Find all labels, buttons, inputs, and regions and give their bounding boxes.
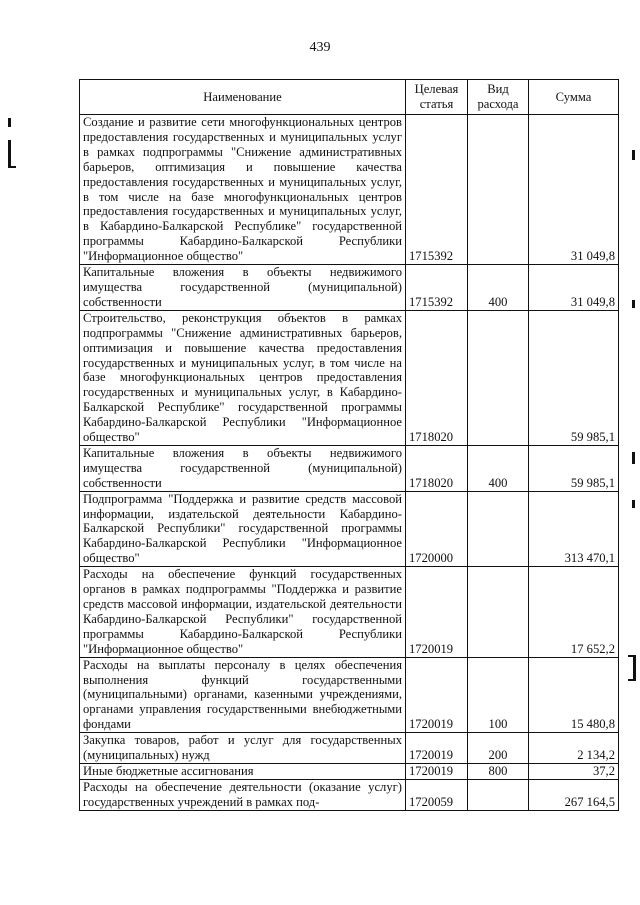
row-type: 100: [468, 657, 529, 733]
row-name: Капитальные вложения в объекты недвижимого имущества государственной (муниципальной) собственности: [80, 265, 406, 311]
table-row: [80, 567, 619, 657]
row-type: [468, 491, 529, 567]
row-code: 1720019: [406, 657, 468, 733]
row-code: 1715392: [406, 115, 468, 265]
table-row: [80, 733, 619, 764]
row-code: 1715392: [406, 265, 468, 311]
header-code: Целевая статья: [406, 80, 468, 115]
row-sum: 17 652,2: [529, 567, 619, 657]
table-row: [80, 115, 619, 265]
table-row: [80, 657, 619, 733]
row-name: Строительство, реконструкция объектов в рамках подпрограммы "Снижение административных барьеров, оптимизация и повышение качества предоставления государственных и муниципальных услуг, в том числе на базе многофункциональных центров предоставления государственных и муниципальных услуг, в Кабардино-Балкарской Республике" государственной программы Кабардино-Балкарской Республики "Информационное общество": [80, 310, 406, 445]
scan-mark-right-2: [632, 300, 635, 308]
header-name: Наименование: [80, 80, 406, 115]
scan-mark-right-bracket: [633, 655, 636, 681]
row-name: Расходы на обеспечение функций государственных органов в рамках подпрограммы "Поддержка и развитие средств массовой информации, издательской деятельности Кабардино-Балкарской Республики" государственной программы Кабардино-Балкарской Республики "Информационное общество": [80, 567, 406, 657]
row-type: 800: [468, 763, 529, 779]
scan-mark-right-bracket-bottom: [628, 679, 636, 681]
row-sum: 2 134,2: [529, 733, 619, 764]
row-name: Расходы на обеспечение деятельности (оказание услуг) государственных учреждений в рамках под-: [80, 779, 406, 810]
row-name: Иные бюджетные ассигнования: [80, 763, 406, 779]
table-row: [80, 445, 619, 491]
row-code: 1720000: [406, 491, 468, 567]
scan-mark-right-3: [632, 452, 635, 464]
scan-mark-right-bracket-top: [628, 655, 636, 657]
header-sum: Сумма: [529, 80, 619, 115]
table-row: [80, 491, 619, 567]
table-row: [80, 763, 619, 779]
row-sum: 31 049,8: [529, 115, 619, 265]
row-name: Капитальные вложения в объекты недвижимого имущества государственной (муниципальной) собственности: [80, 445, 406, 491]
row-sum: 15 480,8: [529, 657, 619, 733]
page-number: 439: [309, 40, 331, 55]
table-header-row: [80, 80, 619, 115]
row-sum: 31 049,8: [529, 265, 619, 311]
row-sum: 267 164,5: [529, 779, 619, 810]
row-type: [468, 310, 529, 445]
table-row: [80, 265, 619, 311]
row-type: 200: [468, 733, 529, 764]
row-sum: 37,2: [529, 763, 619, 779]
row-type: [468, 115, 529, 265]
scan-mark-right-4: [632, 500, 635, 508]
row-code: 1720019: [406, 733, 468, 764]
scan-mark-left-bracket: [8, 140, 11, 168]
row-name: Создание и развитие сети многофункциональных центров предоставления государственных и муниципальных услуг в рамках подпрограммы "Снижение административных барьеров, оптимизация и повышение качества предоставления государственных и муниципальных услуг, в том числе на базе многофункциональных центров предоставления государственных и муниципальных услуг, в Кабардино-Балкарской Республике" государственной программы Кабардино-Балкарской Республики "Информационное общество": [80, 115, 406, 265]
row-code: 1720019: [406, 567, 468, 657]
row-sum: 59 985,1: [529, 445, 619, 491]
row-type: 400: [468, 445, 529, 491]
scan-mark-left-top: [8, 118, 11, 127]
row-code: 1720059: [406, 779, 468, 810]
table-row: [80, 310, 619, 445]
row-name: Расходы на выплаты персоналу в целях обеспечения выполнения функций государственными (муниципальными) органами, казенными учреждениями, органами управления государственными внебюджетными фондами: [80, 657, 406, 733]
row-name: Подпрограмма "Поддержка и развитие средств массовой информации, издательской деятельности Кабардино-Балкарской Республики" государственной программы Кабардино-Балкарской Республики "Информационное общество": [80, 491, 406, 567]
budget-table: [79, 79, 619, 811]
row-name: Закупка товаров, работ и услуг для государственных (муниципальных) нужд: [80, 733, 406, 764]
row-type: [468, 567, 529, 657]
row-code: 1718020: [406, 445, 468, 491]
scan-mark-left-bracket-foot: [8, 166, 16, 168]
row-sum: 313 470,1: [529, 491, 619, 567]
table-row: [80, 779, 619, 810]
row-code: 1720019: [406, 763, 468, 779]
row-type: [468, 779, 529, 810]
row-code: 1718020: [406, 310, 468, 445]
row-sum: 59 985,1: [529, 310, 619, 445]
header-type: Вид расхода: [468, 80, 529, 115]
scan-mark-right-1: [632, 150, 635, 160]
row-type: 400: [468, 265, 529, 311]
